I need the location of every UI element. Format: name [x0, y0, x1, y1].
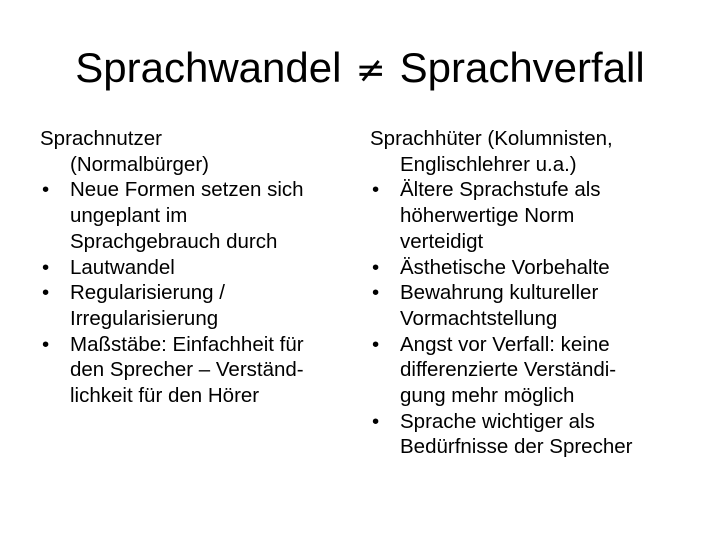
item-line: Bedürfnisse der Sprecher	[400, 435, 633, 459]
list-item	[370, 280, 690, 331]
item-line: Lautwandel	[70, 255, 175, 279]
item-line: höherwertige Norm	[400, 204, 575, 228]
item-line: verteidigt	[400, 229, 484, 253]
slide-title	[0, 40, 720, 99]
list-item	[370, 332, 690, 409]
bullet-icon: •	[42, 281, 50, 305]
not-equal-symbol: ≠	[355, 50, 386, 91]
bullet-icon: •	[372, 281, 380, 305]
item-line: gung mehr möglich	[400, 384, 575, 408]
heading-line: Sprachhüter (Kolumnisten,	[370, 127, 613, 150]
item-line: Ältere Sprachstufe als	[400, 178, 601, 202]
heading-line: (Normalbürger)	[70, 152, 209, 176]
heading-line: Englischlehrer u.a.)	[400, 152, 577, 176]
left-column	[40, 126, 360, 409]
bullet-icon: •	[372, 178, 380, 202]
list-item	[40, 177, 360, 254]
list-item	[40, 332, 360, 409]
list-item	[370, 255, 690, 281]
item-line: Sprachgebrauch durch	[70, 229, 278, 253]
bullet-icon: •	[42, 255, 50, 279]
bullet-icon: •	[42, 332, 50, 356]
title-left: Sprachwandel	[75, 44, 342, 91]
item-line: Neue Formen setzen sich	[70, 178, 304, 202]
bullet-icon: •	[42, 178, 50, 202]
item-line: Sprache wichtiger als	[400, 409, 595, 433]
heading-line: Sprachnutzer	[40, 127, 162, 150]
left-column-heading	[40, 126, 360, 177]
item-line: Angst vor Verfall: keine	[400, 332, 610, 356]
right-bullet-list	[370, 177, 690, 460]
list-item	[40, 255, 360, 281]
right-column-heading	[370, 126, 690, 177]
item-line: Ästhetische Vorbehalte	[400, 255, 610, 279]
bullet-icon: •	[372, 409, 380, 433]
item-line: differenzierte Verständi-	[400, 358, 617, 382]
left-bullet-list	[40, 177, 360, 408]
list-item	[40, 280, 360, 331]
title-right: Sprachverfall	[399, 44, 645, 91]
item-line: Bewahrung kultureller	[400, 281, 599, 305]
item-line: den Sprecher – Verständ-	[70, 358, 304, 382]
item-line: lichkeit für den Hörer	[70, 384, 260, 408]
item-line: Irregularisierung	[70, 306, 219, 330]
item-line: ungeplant im	[70, 204, 188, 228]
right-column	[370, 126, 690, 460]
list-item	[370, 177, 690, 254]
item-line: Maßstäbe: Einfachheit für	[70, 332, 304, 356]
list-item	[370, 409, 690, 460]
item-line: Vormachtstellung	[400, 306, 558, 330]
bullet-icon: •	[372, 332, 380, 356]
item-line: Regularisierung /	[70, 281, 225, 305]
bullet-icon: •	[372, 255, 380, 279]
